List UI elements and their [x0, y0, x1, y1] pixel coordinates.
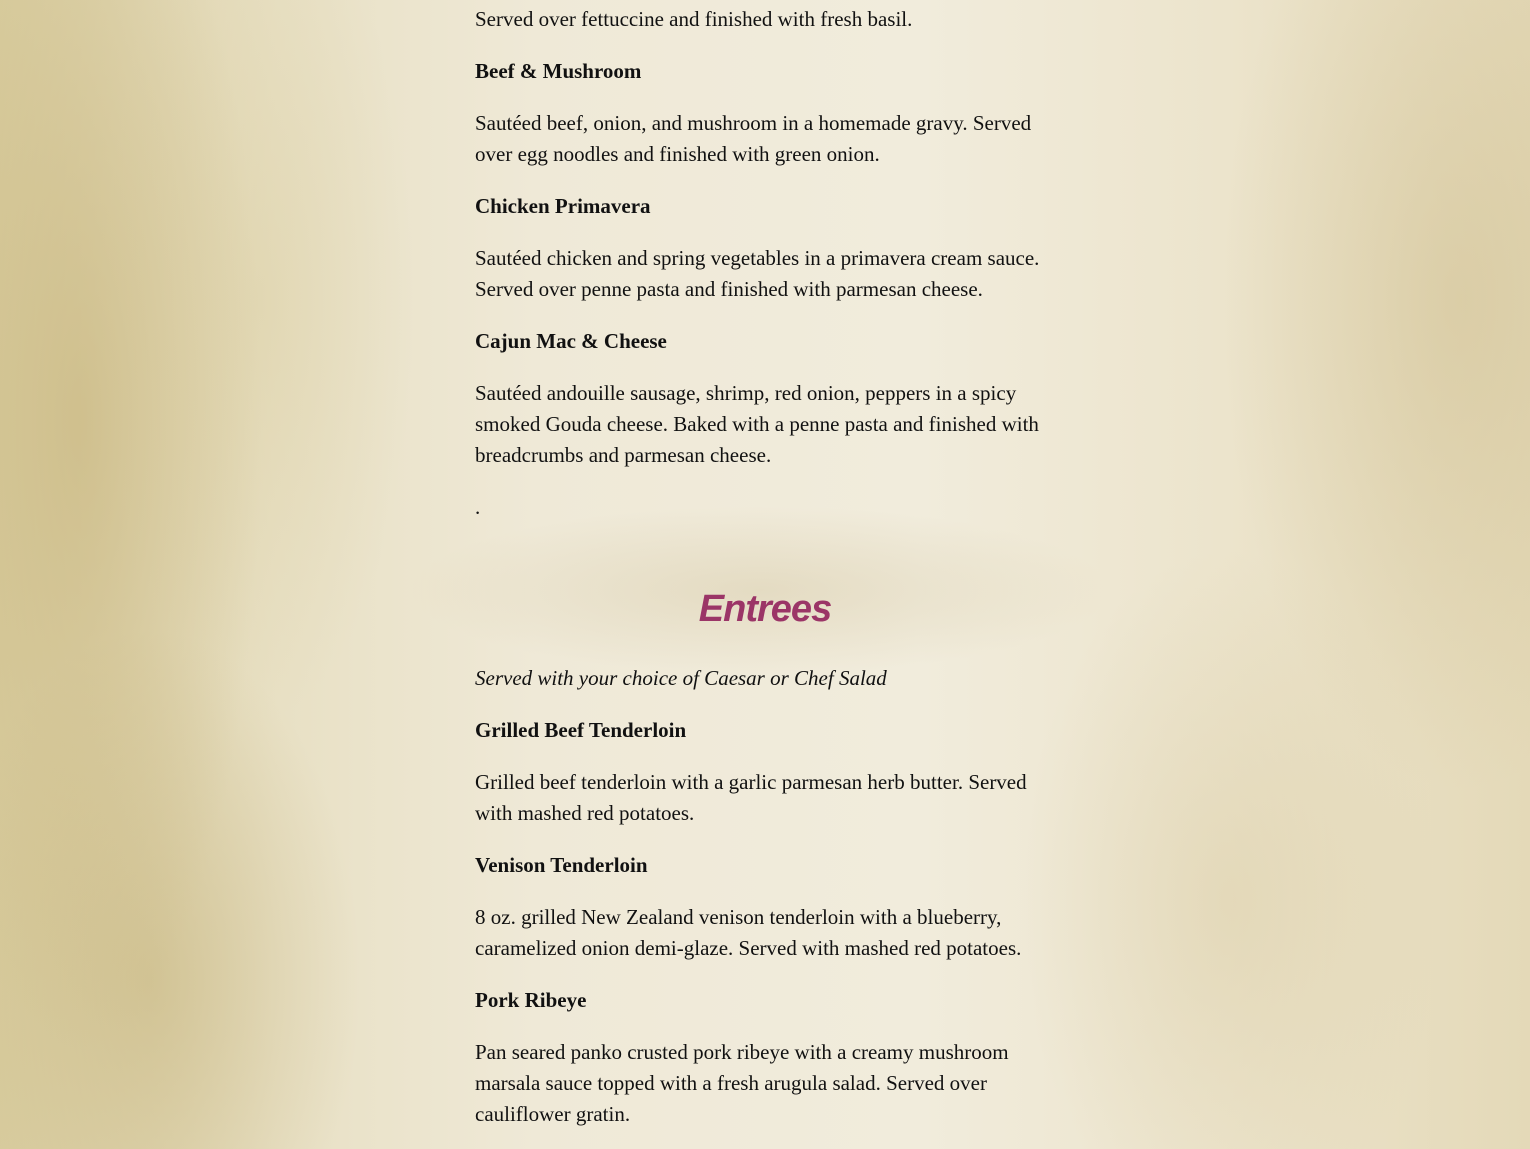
description-line: with mashed red potatoes.	[475, 801, 695, 825]
description-line: Served over penne pasta and finished with parmesan cheese.	[475, 277, 983, 301]
description-line: 8 oz. grilled New Zealand venison tenderloin with a blueberry,	[475, 905, 1002, 929]
description-line: smoked Gouda cheese. Baked with a penne pasta and finished with	[475, 412, 1039, 436]
entrees-subtitle: Served with your choice of Caesar or Chef Salad	[475, 666, 887, 690]
description-line: cauliflower gratin.	[475, 1102, 631, 1126]
separator-dot: .	[475, 495, 481, 519]
description-line: breadcrumbs and parmesan cheese.	[475, 443, 772, 467]
description-line: Sautéed andouille sausage, shrimp, red onion, peppers in a spicy	[475, 381, 1017, 405]
menu-item-description-venison-tenderloin	[475, 902, 1055, 964]
description-line: over egg noodles and finished with green onion.	[475, 142, 880, 166]
description-line: Grilled beef tenderloin with a garlic parmesan herb butter. Served	[475, 770, 1027, 794]
menu-item-title-cajun-mac: Cajun Mac & Cheese	[475, 329, 667, 353]
description-line: Sautéed chicken and spring vegetables in a primavera cream sauce.	[475, 246, 1040, 270]
menu-item-description-pork-ribeye	[475, 1037, 1055, 1130]
menu-item-description-chicken-primavera	[475, 243, 1055, 305]
menu-item-title-pork-ribeye: Pork Ribeye	[475, 988, 587, 1012]
menu-item-title-venison-tenderloin: Venison Tenderloin	[475, 853, 648, 877]
menu-item-title-grilled-beef-tenderloin: Grilled Beef Tenderloin	[475, 718, 687, 742]
menu-item-title-chicken-primavera: Chicken Primavera	[475, 194, 651, 218]
description-line: Pan seared panko crusted pork ribeye with a creamy mushroom	[475, 1040, 1009, 1064]
description-line: Served over fettuccine and finished with fresh basil.	[475, 7, 913, 31]
description-line: caramelized onion demi-glaze. Served with mashed red potatoes.	[475, 936, 1022, 960]
menu-item-description-cajun-mac	[475, 378, 1055, 471]
menu-item-title-beef-mushroom: Beef & Mushroom	[475, 59, 642, 83]
description-line: marsala sauce topped with a fresh arugula salad. Served over	[475, 1071, 987, 1095]
menu-item-description-beef-mushroom	[475, 108, 1055, 170]
menu-item-description	[475, 4, 1055, 35]
description-line: Sautéed beef, onion, and mushroom in a homemade gravy. Served	[475, 111, 1032, 135]
section-heading-entrees: Entrees	[698, 588, 832, 630]
menu-item-description-grilled-beef-tenderloin	[475, 767, 1055, 829]
